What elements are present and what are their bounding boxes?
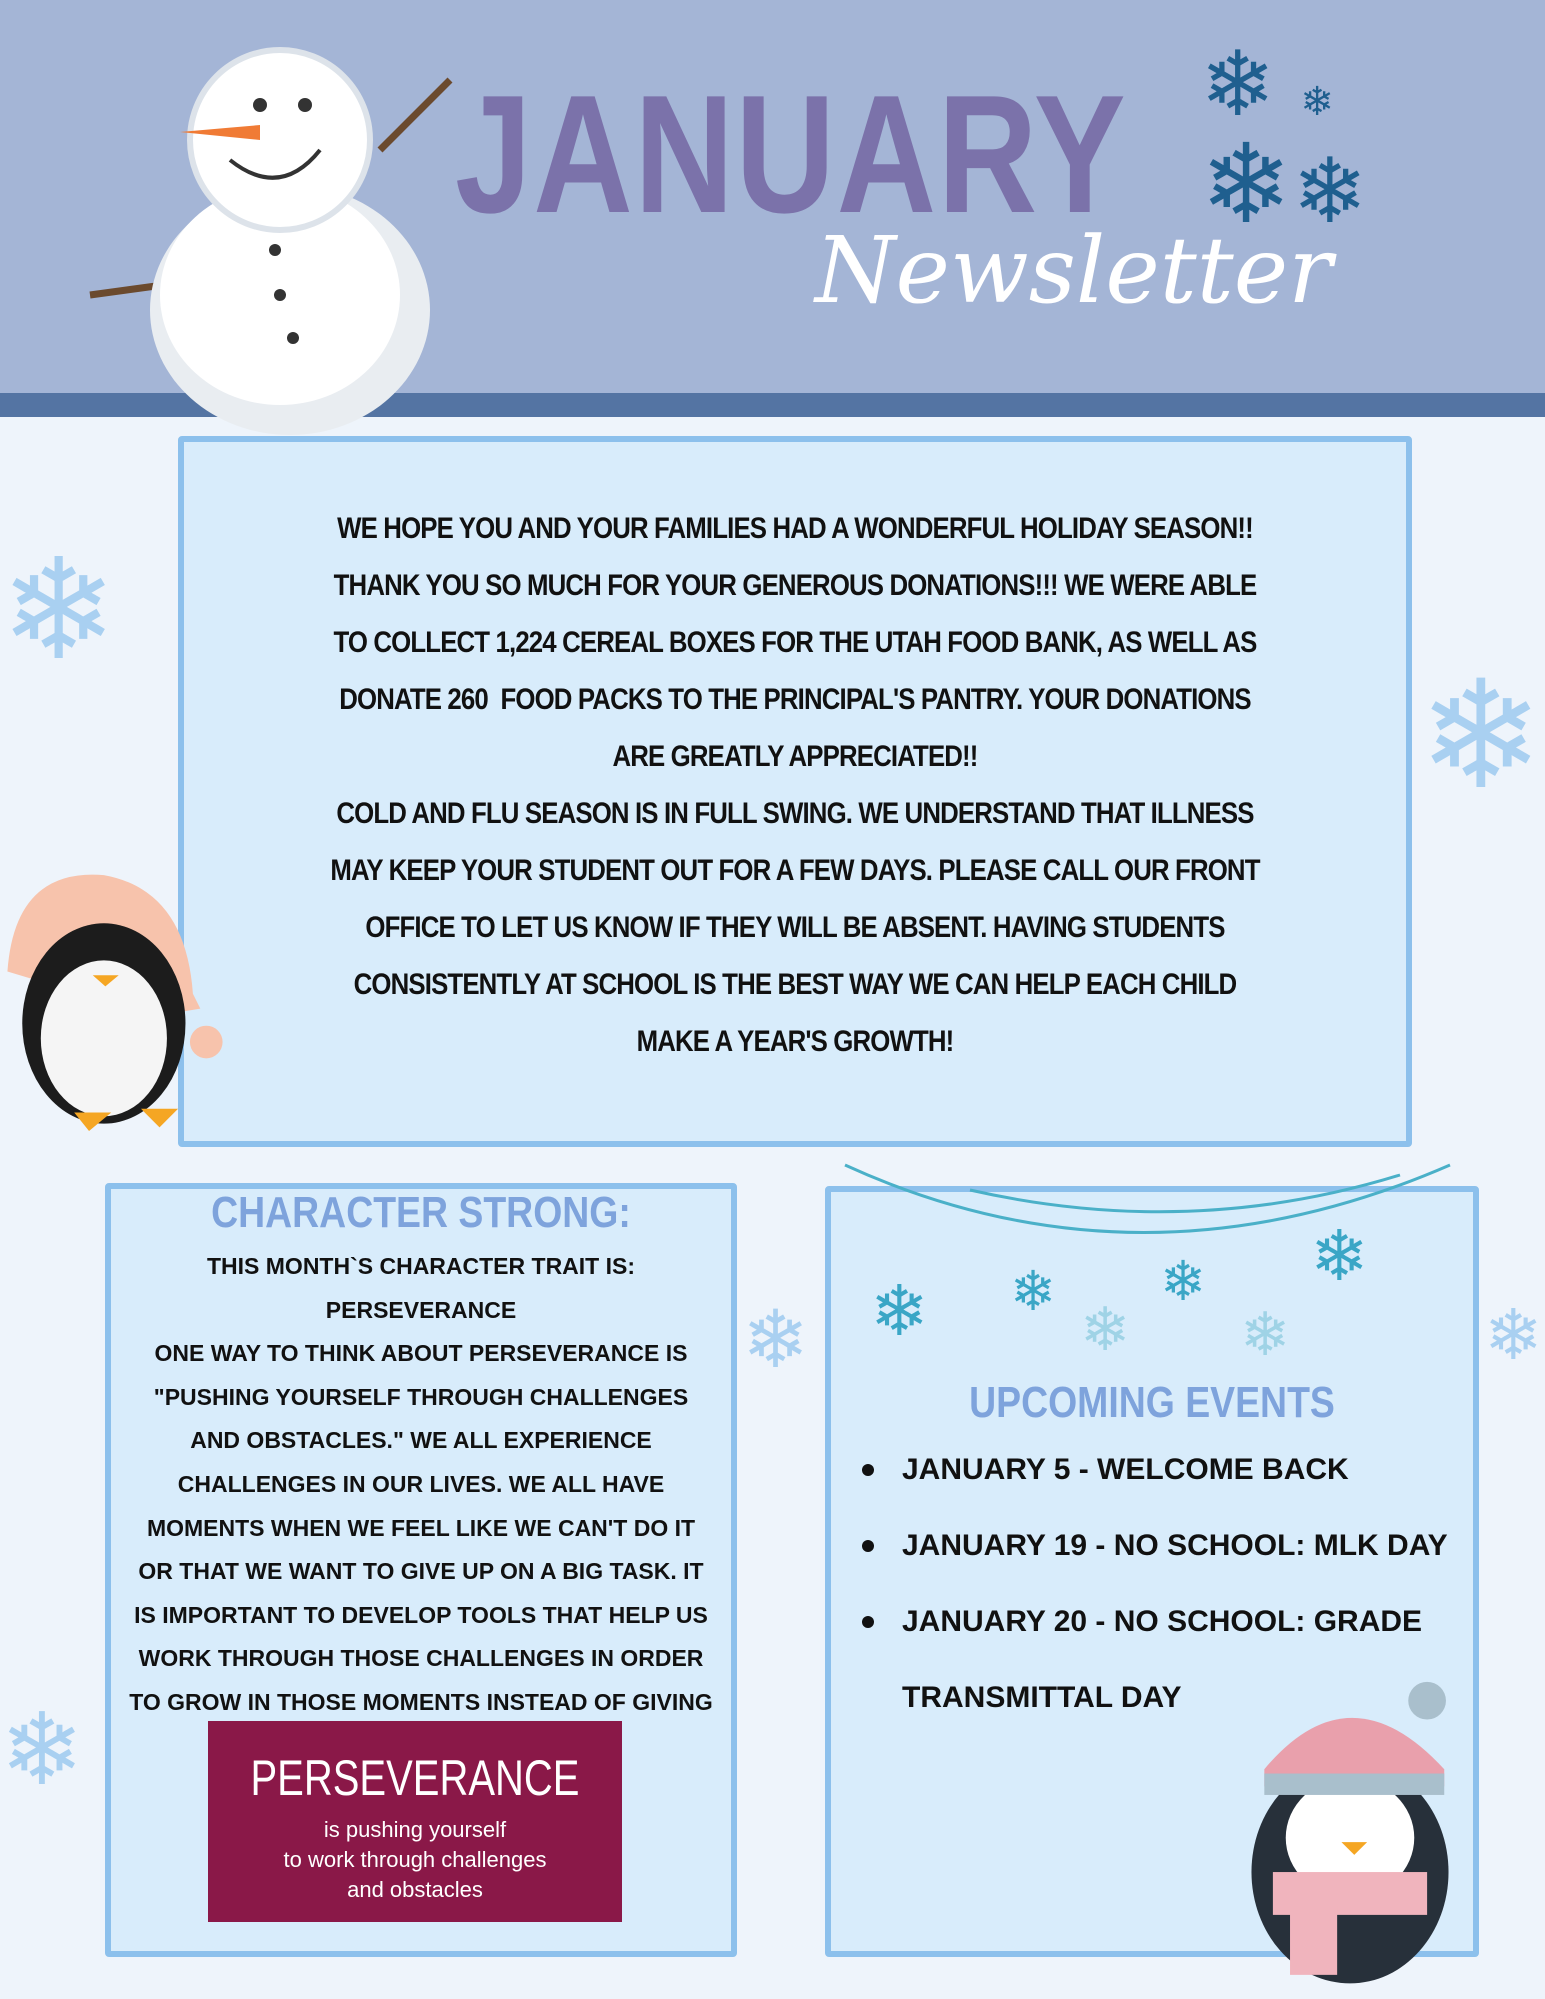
svg-text:❄: ❄: [1080, 1296, 1131, 1363]
svg-text:❄: ❄: [870, 1272, 929, 1350]
text-line: AND OBSTACLES." WE ALL EXPERIENCE: [190, 1427, 652, 1454]
text-line: IS IMPORTANT TO DEVELOP TOOLS THAT HELP US: [134, 1601, 708, 1628]
svg-text:❄: ❄: [1240, 1301, 1291, 1368]
text-line: DONATE 260 FOOD PACKS TO THE PRINCIPAL'S PANTRY. YOUR DONATIONS: [339, 683, 1251, 716]
text-line: THIS MONTH`S CHARACTER TRAIT IS:: [206, 1253, 636, 1279]
announcement-text: [197, 500, 1392, 1070]
caption-line: and obstacles: [347, 1877, 483, 1902]
text-line: MAKE A YEAR'S GROWTH!: [636, 1025, 954, 1058]
svg-text:❄: ❄: [1160, 1250, 1207, 1312]
garland-illustration: [840, 1160, 1460, 1380]
newsletter-title: JANUARY: [455, 60, 1128, 248]
text-line: MOMENTS WHEN WE FEEL LIKE WE CAN'T DO IT: [146, 1514, 696, 1541]
snowflake-icon: ❄: [0, 1694, 84, 1806]
text-line: OFFICE TO LET US KNOW IF THEY WILL BE ABSENT. HAVING STUDENTS: [365, 911, 1225, 944]
text-line: OR THAT WE WANT TO GIVE UP ON A BIG TASK. IT: [138, 1558, 704, 1585]
text-line: ARE GREATLY APPRECIATED!!: [612, 740, 978, 773]
snowflake-icon: ❄: [742, 1295, 810, 1384]
text-line: "PUSHING YOURSELF THROUGH CHALLENGES: [153, 1383, 689, 1410]
snowflake-icon: ❄: [1418, 651, 1544, 819]
text-line: TO COLLECT 1,224 CEREAL BOXES FOR THE UTAH FOOD BANK, AS WELL AS: [333, 626, 1257, 659]
text-line: MAY KEEP YOUR STUDENT OUT FOR A FEW DAYS. PLEASE CALL OUR FRONT: [330, 854, 1260, 887]
text-line: WORK THROUGH THOSE CHALLENGES IN ORDER: [138, 1645, 704, 1672]
caption-line: is pushing yourself: [323, 1817, 507, 1842]
snowman-illustration: [80, 40, 500, 440]
newsletter-subtitle: Newsletter: [815, 217, 1333, 324]
text-line: THANK YOU SO MUCH FOR YOUR GENEROUS DONATIONS!!! WE WERE ABLE: [333, 569, 1257, 602]
text-line: CONSISTENTLY AT SCHOOL IS THE BEST WAY WE CAN HELP EACH CHILD: [353, 968, 1237, 1001]
caption-line: to work through challenges: [283, 1847, 547, 1872]
text-line: COLD AND FLU SEASON IS IN FULL SWING. WE UNDERSTAND THAT ILLNESS: [336, 797, 1254, 830]
text-line: ONE WAY TO THINK ABOUT PERSEVERANCE IS: [154, 1340, 688, 1367]
perseverance-image: [208, 1721, 622, 1922]
event-item: JANUARY 5 - WELCOME BACK: [862, 1432, 1462, 1508]
snowflakes-icon: ❄ ❄ ❄❄: [1200, 35, 1368, 246]
snowflake-icon: ❄: [0, 531, 118, 688]
image-title: PERSEVERANCE: [250, 1750, 580, 1806]
text-line: PERSEVERANCE: [325, 1296, 517, 1323]
text-line: TO GROW IN THOSE MOMENTS INSTEAD OF GIVING: [129, 1688, 713, 1715]
character-text: [118, 1245, 724, 1725]
character-heading: CHARACTER STRONG:: [211, 1188, 631, 1237]
penguin-left-illustration: [0, 860, 230, 1135]
snowflake-icon: ❄: [1484, 1296, 1543, 1374]
svg-text:❄: ❄: [1010, 1260, 1057, 1322]
event-item: JANUARY 19 - NO SCHOOL: MLK DAY: [862, 1508, 1462, 1584]
events-heading: UPCOMING EVENTS: [969, 1378, 1335, 1427]
text-line: CHALLENGES IN OUR LIVES. WE ALL HAVE: [177, 1470, 665, 1497]
penguin-right-illustration: [1230, 1675, 1470, 1992]
svg-text:❄: ❄: [1310, 1217, 1369, 1295]
text-line: WE HOPE YOU AND YOUR FAMILIES HAD A WONDERFUL HOLIDAY SEASON!!: [337, 512, 1253, 545]
image-caption: [208, 1815, 622, 1905]
event-item: JANUARY 20 - NO SCHOOL: GRADE TRANSMITTAL DAY: [862, 1584, 1462, 1736]
